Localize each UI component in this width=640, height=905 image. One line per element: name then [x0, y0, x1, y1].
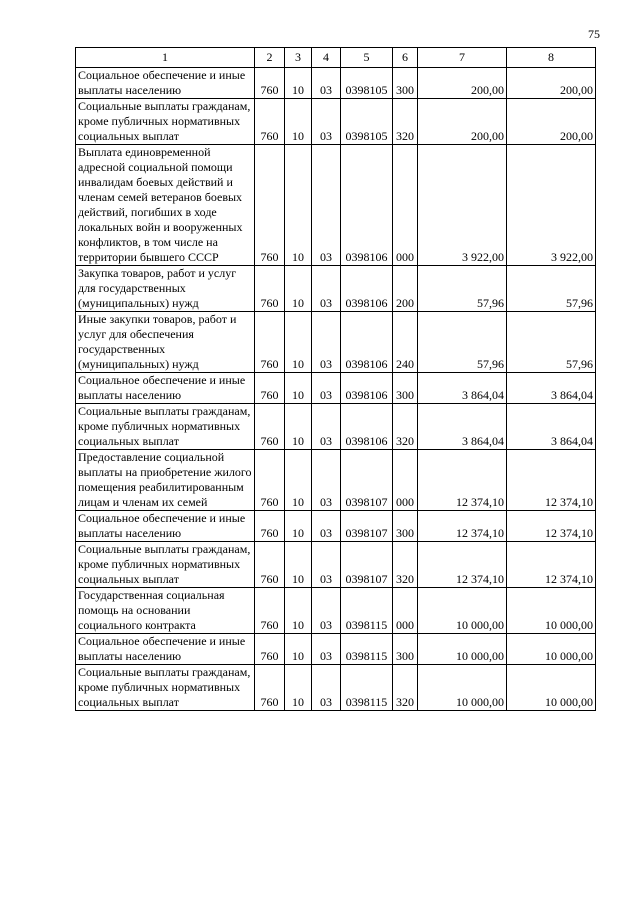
- row-target-article-cell: 0398106: [341, 312, 393, 373]
- row-code-cell: 760: [255, 68, 285, 99]
- table-row: [76, 511, 596, 542]
- row-target-article-cell: 0398106: [341, 373, 393, 404]
- row-amount-cell: 57,96: [507, 266, 596, 312]
- row-amount-cell: 10 000,00: [507, 634, 596, 665]
- row-target-article-cell: 0398107: [341, 511, 393, 542]
- header-cell: 2: [255, 48, 285, 68]
- header-cell: 5: [341, 48, 393, 68]
- budget-table: [75, 47, 596, 711]
- row-section-cell: 10: [285, 665, 312, 711]
- table-row: [76, 634, 596, 665]
- row-name-cell: Социальное обеспечение и иные выплаты населению: [76, 68, 255, 99]
- row-name-cell: Государственная социальная помощь на основании социального контракта: [76, 588, 255, 634]
- table-row: [76, 542, 596, 588]
- row-target-article-cell: 0398106: [341, 404, 393, 450]
- row-target-article-cell: 0398106: [341, 145, 393, 266]
- row-expense-type-cell: 000: [393, 450, 418, 511]
- row-section-cell: 10: [285, 588, 312, 634]
- row-code-cell: 760: [255, 588, 285, 634]
- row-amount-cell: 10 000,00: [507, 665, 596, 711]
- table-row: [76, 145, 596, 266]
- row-expense-type-cell: 300: [393, 634, 418, 665]
- row-amount-cell: 200,00: [418, 68, 507, 99]
- row-amount-cell: 3 864,04: [418, 404, 507, 450]
- row-section-cell: 10: [285, 373, 312, 404]
- row-name-cell: Закупка товаров, работ и услуг для государственных (муниципальных) нужд: [76, 266, 255, 312]
- header-cell: 8: [507, 48, 596, 68]
- row-code-cell: 760: [255, 634, 285, 665]
- row-amount-cell: 12 374,10: [418, 542, 507, 588]
- row-code-cell: 760: [255, 266, 285, 312]
- row-subsection-cell: 03: [312, 511, 341, 542]
- row-amount-cell: 12 374,10: [507, 450, 596, 511]
- row-code-cell: 760: [255, 665, 285, 711]
- row-section-cell: 10: [285, 312, 312, 373]
- row-amount-cell: 10 000,00: [507, 588, 596, 634]
- row-subsection-cell: 03: [312, 266, 341, 312]
- row-code-cell: 760: [255, 373, 285, 404]
- row-code-cell: 760: [255, 145, 285, 266]
- row-name-cell: Социальные выплаты гражданам, кроме публичных нормативных социальных выплат: [76, 404, 255, 450]
- row-name-cell: Предоставление социальной выплаты на приобретение жилого помещения реабилитированным лицам и членам их семей: [76, 450, 255, 511]
- row-amount-cell: 200,00: [507, 99, 596, 145]
- row-expense-type-cell: 320: [393, 665, 418, 711]
- row-code-cell: 760: [255, 542, 285, 588]
- table-row: [76, 450, 596, 511]
- row-expense-type-cell: 000: [393, 145, 418, 266]
- row-name-cell: Социальные выплаты гражданам, кроме публичных нормативных социальных выплат: [76, 665, 255, 711]
- row-expense-type-cell: 300: [393, 373, 418, 404]
- row-expense-type-cell: 300: [393, 68, 418, 99]
- row-amount-cell: 200,00: [507, 68, 596, 99]
- row-subsection-cell: 03: [312, 588, 341, 634]
- header-cell: 7: [418, 48, 507, 68]
- row-expense-type-cell: 000: [393, 588, 418, 634]
- row-subsection-cell: 03: [312, 68, 341, 99]
- row-section-cell: 10: [285, 450, 312, 511]
- row-section-cell: 10: [285, 542, 312, 588]
- row-amount-cell: 10 000,00: [418, 588, 507, 634]
- row-name-cell: Социальные выплаты гражданам, кроме публичных нормативных социальных выплат: [76, 99, 255, 145]
- row-amount-cell: 3 864,04: [507, 404, 596, 450]
- row-subsection-cell: 03: [312, 312, 341, 373]
- row-section-cell: 10: [285, 145, 312, 266]
- row-code-cell: 760: [255, 312, 285, 373]
- row-target-article-cell: 0398105: [341, 99, 393, 145]
- row-amount-cell: 12 374,10: [418, 450, 507, 511]
- table-row: [76, 266, 596, 312]
- row-name-cell: Социальные выплаты гражданам, кроме публичных нормативных социальных выплат: [76, 542, 255, 588]
- table-header-row: [76, 48, 596, 68]
- table-row: [76, 312, 596, 373]
- table-row: [76, 373, 596, 404]
- row-amount-cell: 3 922,00: [418, 145, 507, 266]
- row-code-cell: 760: [255, 511, 285, 542]
- row-section-cell: 10: [285, 266, 312, 312]
- row-amount-cell: 57,96: [418, 312, 507, 373]
- row-amount-cell: 10 000,00: [418, 665, 507, 711]
- row-amount-cell: 12 374,10: [507, 542, 596, 588]
- row-name-cell: Социальное обеспечение и иные выплаты населению: [76, 511, 255, 542]
- row-name-cell: Иные закупки товаров, работ и услуг для обеспечения государственных (муниципальных) нужд: [76, 312, 255, 373]
- row-subsection-cell: 03: [312, 404, 341, 450]
- row-target-article-cell: 0398115: [341, 634, 393, 665]
- row-target-article-cell: 0398115: [341, 588, 393, 634]
- row-section-cell: 10: [285, 404, 312, 450]
- row-amount-cell: 3 864,04: [418, 373, 507, 404]
- row-target-article-cell: 0398105: [341, 68, 393, 99]
- table-row: [76, 588, 596, 634]
- row-name-cell: Выплата единовременной адресной социальной помощи инвалидам боевых действий и членам семей ветеранов боевых действий, погибших в ходе локальных войн и вооруженных конфликтов, в том числе на территории бывшего СССР: [76, 145, 255, 266]
- row-amount-cell: 3 864,04: [507, 373, 596, 404]
- row-amount-cell: 12 374,10: [507, 511, 596, 542]
- row-section-cell: 10: [285, 634, 312, 665]
- table-row: [76, 404, 596, 450]
- row-expense-type-cell: 320: [393, 404, 418, 450]
- header-cell: 1: [76, 48, 255, 68]
- row-target-article-cell: 0398107: [341, 450, 393, 511]
- row-section-cell: 10: [285, 511, 312, 542]
- row-subsection-cell: 03: [312, 634, 341, 665]
- row-target-article-cell: 0398115: [341, 665, 393, 711]
- header-cell: 6: [393, 48, 418, 68]
- row-subsection-cell: 03: [312, 99, 341, 145]
- table-row: [76, 99, 596, 145]
- row-expense-type-cell: 300: [393, 511, 418, 542]
- row-amount-cell: 200,00: [418, 99, 507, 145]
- row-subsection-cell: 03: [312, 542, 341, 588]
- row-section-cell: 10: [285, 68, 312, 99]
- row-subsection-cell: 03: [312, 145, 341, 266]
- row-name-cell: Социальное обеспечение и иные выплаты населению: [76, 634, 255, 665]
- row-subsection-cell: 03: [312, 665, 341, 711]
- row-target-article-cell: 0398107: [341, 542, 393, 588]
- row-name-cell: Социальное обеспечение и иные выплаты населению: [76, 373, 255, 404]
- row-expense-type-cell: 320: [393, 542, 418, 588]
- row-expense-type-cell: 320: [393, 99, 418, 145]
- row-code-cell: 760: [255, 404, 285, 450]
- row-section-cell: 10: [285, 99, 312, 145]
- row-expense-type-cell: 200: [393, 266, 418, 312]
- table-row: [76, 665, 596, 711]
- row-amount-cell: 57,96: [418, 266, 507, 312]
- row-code-cell: 760: [255, 99, 285, 145]
- row-amount-cell: 3 922,00: [507, 145, 596, 266]
- header-cell: 3: [285, 48, 312, 68]
- row-subsection-cell: 03: [312, 373, 341, 404]
- row-expense-type-cell: 240: [393, 312, 418, 373]
- row-amount-cell: 12 374,10: [418, 511, 507, 542]
- header-cell: 4: [312, 48, 341, 68]
- row-target-article-cell: 0398106: [341, 266, 393, 312]
- row-amount-cell: 10 000,00: [418, 634, 507, 665]
- row-amount-cell: 57,96: [507, 312, 596, 373]
- table-row: [76, 68, 596, 99]
- row-subsection-cell: 03: [312, 450, 341, 511]
- page-number: 75: [588, 27, 600, 41]
- row-code-cell: 760: [255, 450, 285, 511]
